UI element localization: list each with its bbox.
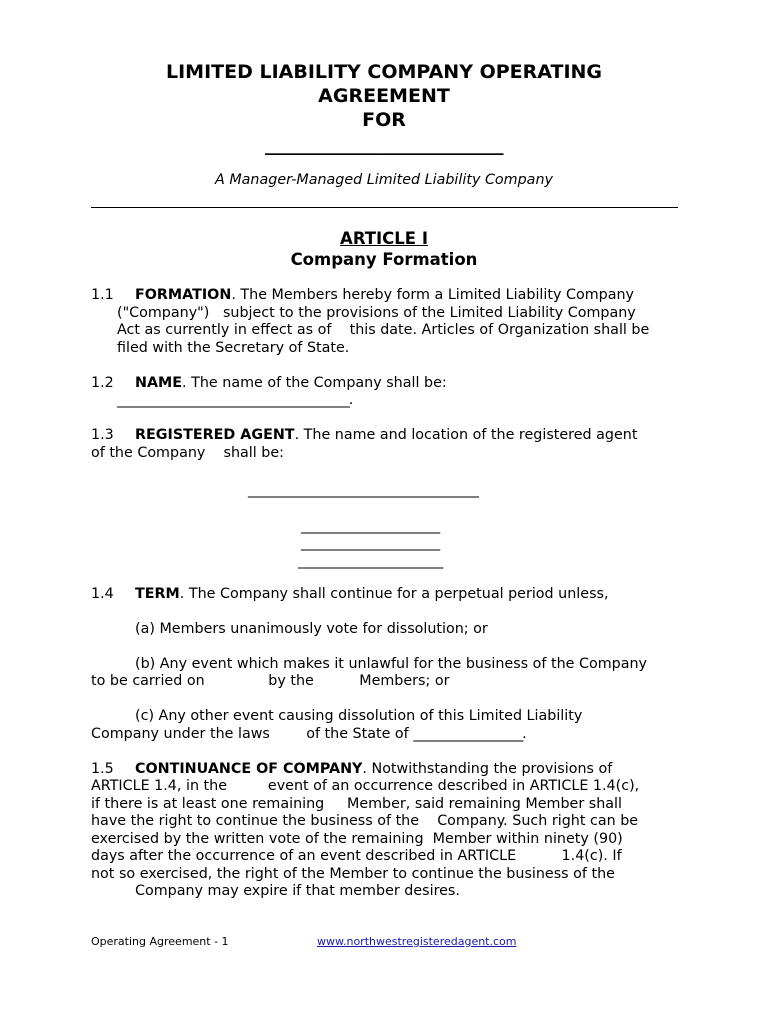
footer-website-link[interactable]: www.northwestregisteredagent.com: [317, 935, 517, 948]
section-label: NAME: [135, 375, 183, 391]
section-text: . Notwithstanding the provisions of: [362, 761, 613, 777]
section-line: filed with the Secretary of State.: [117, 340, 350, 356]
agent-address-blank-3: ________________________: [298, 553, 442, 569]
agent-name-blank: ______________________________________: [248, 482, 478, 498]
section-number: 1.2: [91, 375, 114, 391]
company-name-blank: ____________________________: [265, 135, 503, 156]
term-clause-c: (c) Any other event causing dissolution of this Limited Liability: [135, 708, 583, 724]
section-line: [135, 375, 447, 392]
section-line: exercised by the written vote of the remaining Member within ninety (90): [91, 831, 623, 847]
section-label: REGISTERED AGENT: [135, 427, 295, 443]
section-text: . The name and location of the registered agent: [294, 427, 638, 443]
section-line: Company may expire if that member desires.: [135, 883, 460, 899]
section-number: 1.5: [91, 761, 114, 777]
document-title-line-1: LIMITED LIABILITY COMPANY OPERATING: [165, 61, 603, 83]
section-number: 1.1: [91, 287, 114, 303]
term-clause-b: (b) Any event which makes it unlawful for the business of the Company: [135, 656, 648, 672]
section-text: . The Members hereby form a Limited Liability Company: [231, 287, 634, 303]
header-divider: [91, 207, 678, 208]
clause-end: .: [522, 726, 527, 742]
section-line: not so exercised, the right of the Member to continue the business of the: [91, 866, 615, 882]
section-line: [135, 287, 634, 304]
section-line: days after the occurrence of an event described in ARTICLE 1.4(c). If: [91, 848, 622, 864]
document-title-line-3: FOR: [362, 109, 406, 131]
section-line: have the right to continue the business of the Company. Such right can be: [91, 813, 639, 829]
term-clause-c-cont: [91, 726, 527, 743]
term-clause-b-cont: to be carried on by the Members; or: [91, 673, 450, 689]
section-line: if there is at least one remaining Member, said remaining Member shall: [91, 796, 622, 812]
article-subheading: Company Formation: [290, 250, 478, 269]
section-label: TERM: [135, 586, 180, 602]
agent-address-blank-2: _______________________: [301, 535, 439, 551]
section-label: FORMATION: [135, 287, 232, 303]
section-line: Act as currently in effect as of this date. Articles of Organization shall be: [117, 322, 650, 338]
section-line: [135, 427, 637, 444]
clause-text: Company under the laws of the State of: [91, 726, 414, 742]
section-number: 1.4: [91, 586, 114, 602]
article-heading: [0, 228, 768, 249]
document-title-line-2: AGREEMENT: [318, 85, 450, 107]
section-line: [135, 586, 609, 603]
document-subtitle: A Manager-Managed Limited Liability Company: [215, 172, 553, 188]
company-name-blank-line: ______________________________________.: [117, 392, 353, 408]
section-number: 1.3: [91, 427, 114, 443]
article-number: ARTICLE I: [340, 229, 428, 248]
section-line: [135, 761, 612, 778]
agent-address-blank-1: _______________________: [301, 518, 439, 534]
state-blank: __________________: [413, 726, 523, 742]
section-text: . The name of the Company shall be:: [182, 375, 447, 391]
section-line: of the Company shall be:: [91, 445, 284, 461]
section-text: . The Company shall continue for a perpetual period unless,: [179, 586, 609, 602]
page-footer-label: Operating Agreement - 1: [91, 935, 229, 948]
term-clause-a: (a) Members unanimously vote for dissolution; or: [135, 621, 488, 637]
section-label: CONTINUANCE OF COMPANY: [135, 761, 363, 777]
section-line: ("Company") subject to the provisions of the Limited Liability Company: [117, 305, 636, 321]
section-line: ARTICLE 1.4, in the event of an occurrence described in ARTICLE 1.4(c),: [91, 778, 640, 794]
